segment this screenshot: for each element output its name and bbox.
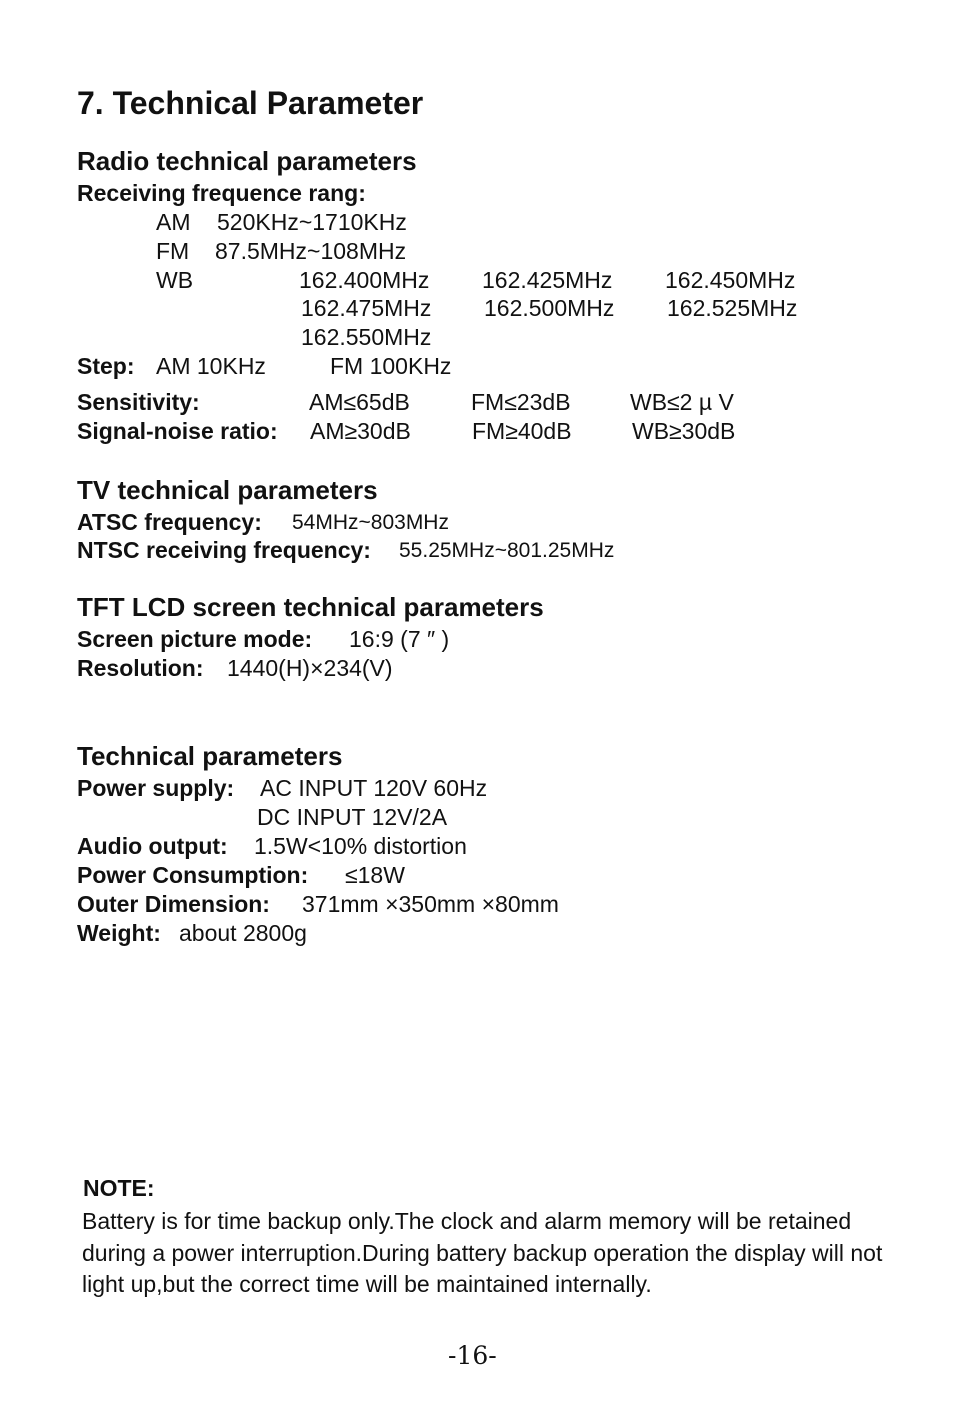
wb-channel: 162.475MHz [301, 295, 432, 321]
wb-channel: 162.525MHz [667, 295, 798, 321]
step-am-value: AM 10KHz [156, 353, 266, 379]
note-text: Battery is for time backup only.The clock and alarm memory will be retained during a power interruption.During battery backup operation the display will not light up,but the correct time will be maintained internally. [82, 1208, 883, 1297]
page-number: -16- [448, 1341, 497, 1370]
outer-dimension-label: Outer Dimension: [77, 891, 270, 917]
receiving-range-label: Receiving frequence rang: [77, 180, 366, 206]
audio-output-label: Audio output: [77, 833, 228, 859]
ntsc-value: 55.25MHz~801.25MHz [399, 539, 615, 562]
page-title: 7. Technical Parameter [77, 85, 424, 121]
radio-heading: Radio technical parameters [77, 146, 417, 176]
resolution-value: 1440(H)×234(V) [227, 655, 393, 681]
wb-channel: 162.500MHz [484, 295, 615, 321]
note-label: NOTE: [83, 1175, 155, 1201]
power-ac-value: AC INPUT 120V 60Hz [260, 775, 488, 801]
fm-range-value: 87.5MHz~108MHz [215, 238, 407, 264]
power-supply-label: Power supply: [77, 775, 235, 801]
am-band-label: AM [156, 209, 191, 235]
weight-label: Weight: [77, 920, 161, 946]
power-consumption-label: Power Consumption: [77, 862, 309, 888]
power-dc-value: DC INPUT 12V/2A [257, 804, 448, 830]
wb-channel: 162.425MHz [482, 267, 613, 293]
atsc-label: ATSC frequency: [77, 509, 262, 535]
sensitivity-fm-value: FM≤23dB [471, 389, 571, 415]
screen-mode-label: Screen picture mode: [77, 626, 313, 652]
tech-heading: Technical parameters [77, 741, 343, 771]
audio-output-value: 1.5W<10% distortion [254, 833, 467, 859]
wb-channel: 162.400MHz [299, 267, 430, 293]
wb-band-label: WB [156, 267, 194, 293]
snr-wb-value: WB≥30dB [632, 418, 736, 444]
sensitivity-label: Sensitivity: [77, 389, 200, 415]
snr-label: Signal-noise ratio: [77, 418, 278, 444]
fm-band-label: FM [156, 238, 190, 264]
outer-dimension-value: 371mm ×350mm ×80mm [302, 891, 559, 917]
atsc-value: 54MHz~803MHz [292, 511, 449, 534]
snr-fm-value: FM≥40dB [472, 418, 572, 444]
step-fm-value: FM 100KHz [330, 353, 452, 379]
tv-heading: TV technical parameters [77, 475, 378, 505]
am-range-value: 520KHz~1710KHz [217, 209, 407, 235]
resolution-label: Resolution: [77, 655, 204, 681]
wb-channel: 162.550MHz [301, 324, 432, 350]
power-consumption-value: ≤18W [345, 862, 405, 888]
lcd-heading: TFT LCD screen technical parameters [77, 592, 544, 622]
screen-mode-value: 16:9 (7 ″ ) [349, 626, 450, 652]
wb-channel: 162.450MHz [665, 267, 796, 293]
snr-am-value: AM≥30dB [310, 418, 411, 444]
weight-value: about 2800g [179, 920, 307, 946]
sensitivity-am-value: AM≤65dB [309, 389, 410, 415]
ntsc-label: NTSC receiving frequency: [77, 537, 371, 563]
step-label: Step: [77, 353, 135, 379]
sensitivity-wb-value: WB≤2 µ V [630, 389, 734, 415]
